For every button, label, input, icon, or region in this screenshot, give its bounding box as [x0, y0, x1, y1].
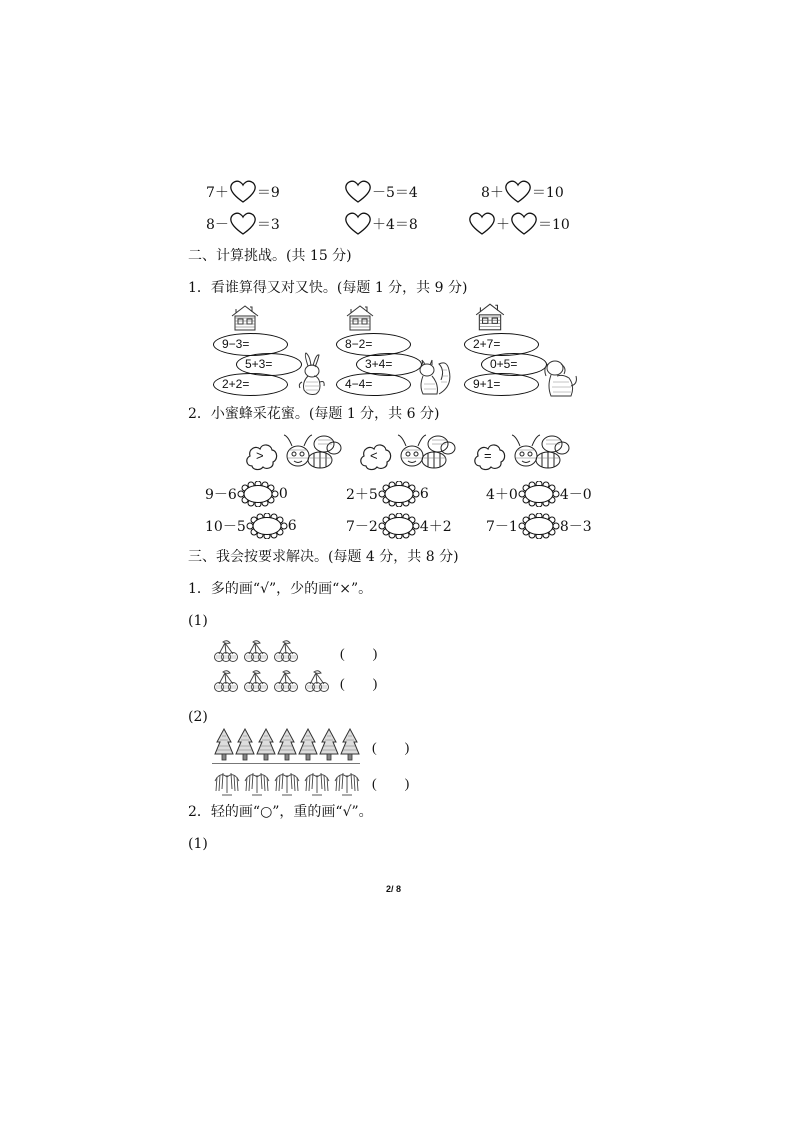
question-2-1: 1．看谁算得又对又快。(每题 1 分，共 9 分) [188, 280, 468, 296]
section-2-title: 二、计算挑战。(共 15 分) [188, 248, 352, 264]
cherry-icon [243, 670, 269, 692]
comparison-right: 6 [287, 518, 297, 534]
heart-blank-icon[interactable] [344, 180, 372, 204]
equation-operator: ＋ [496, 217, 510, 233]
heart-blank-icon[interactable] [229, 180, 257, 204]
heart-blank-icon[interactable] [504, 180, 532, 204]
calc-ellipse[interactable]: 3+4= [356, 353, 422, 376]
cherry-icon [213, 640, 239, 662]
comparison [486, 513, 592, 539]
willow-row [212, 767, 362, 797]
cherry-icon [304, 670, 330, 692]
equation-prefix: 7＋ [206, 185, 229, 201]
comparison [205, 481, 288, 507]
equation-suffix: －5＝4 [372, 185, 418, 201]
house-icon [345, 304, 375, 332]
answer-paren[interactable]: ( ) [340, 677, 378, 692]
heart-equation [468, 212, 570, 236]
answer-paren[interactable]: ( ) [340, 647, 378, 662]
comparison [346, 513, 452, 539]
comparison-left: 10－5 [205, 519, 246, 535]
cherry-icon [273, 670, 299, 692]
equation-suffix: ＝10 [531, 185, 564, 201]
calc-ellipse[interactable]: 0+5= [481, 353, 547, 376]
willow-tree-icon [212, 767, 242, 797]
tree-icon [277, 728, 297, 762]
comparison-left: 4＋0 [486, 487, 518, 503]
comparison-right: 4＋2 [419, 519, 452, 535]
heart-blank-icon[interactable] [468, 212, 496, 236]
willow-tree-icon [332, 767, 362, 797]
tree-icon [256, 728, 276, 762]
comparison-left: 7－2 [346, 519, 378, 535]
tree-icon [214, 728, 234, 762]
calc-ellipse[interactable]: 9+1= [464, 373, 539, 396]
tree-icon [340, 728, 360, 762]
heart-equation [344, 212, 418, 236]
bee-sign-group [472, 430, 572, 478]
flower-blank-icon[interactable] [246, 513, 288, 539]
question-2-2: 2．小蜜蜂采花蜜。(每题 1 分，共 6 分) [188, 406, 440, 422]
tree-icon [319, 728, 339, 762]
comparison [346, 481, 429, 507]
calc-ellipse[interactable]: 9−3= [213, 333, 288, 356]
cherry-icon [243, 640, 269, 662]
answer-paren[interactable]: ( ) [372, 741, 410, 756]
divider [212, 763, 360, 764]
equation-suffix: ＋4＝8 [372, 217, 418, 233]
sub-label: (1) [188, 613, 208, 629]
equation-suffix: ＝3 [256, 217, 280, 233]
house-icon [230, 304, 260, 332]
question-3-2: 2．轻的画“○”，重的画“√”。 [188, 804, 373, 820]
flower-blank-icon[interactable] [378, 513, 420, 539]
sub-label: (2) [188, 709, 208, 725]
equation-suffix: ＝9 [256, 185, 280, 201]
bee-icon [274, 430, 344, 474]
sub-label: (1) [188, 836, 208, 852]
equation-suffix: ＝10 [538, 217, 570, 233]
sign-label: > [256, 448, 264, 463]
sign-label: < [370, 448, 378, 463]
comparison-right: 8－3 [559, 519, 592, 535]
equation-prefix: 8＋ [481, 185, 504, 201]
calc-ellipse[interactable]: 2+2= [213, 373, 288, 396]
house-icon [474, 302, 506, 332]
equation-prefix: 8－ [206, 217, 229, 233]
tree-row [214, 728, 364, 764]
heart-blank-icon[interactable] [510, 212, 538, 236]
question-3-1: 1．多的画“√”，少的画“×”。 [188, 581, 373, 597]
willow-tree-icon [242, 767, 272, 797]
calc-ellipse[interactable]: 2+7= [464, 333, 539, 356]
bee-icon [502, 430, 572, 474]
willow-tree-icon [272, 767, 302, 797]
dog-icon [541, 356, 579, 398]
flower-blank-icon[interactable] [518, 513, 560, 539]
comparison-right: 0 [278, 486, 288, 502]
rabbit-icon [294, 352, 328, 398]
heart-equation [206, 212, 280, 236]
sign-label: = [484, 448, 492, 463]
tree-icon [235, 728, 255, 762]
heart-equation [344, 180, 418, 204]
calc-ellipse[interactable]: 5+3= [236, 353, 302, 376]
heart-blank-icon[interactable] [229, 212, 257, 236]
cherry-icon [273, 640, 299, 662]
calc-ellipse[interactable]: 4−4= [336, 373, 411, 396]
heart-equation [206, 180, 280, 204]
heart-blank-icon[interactable] [344, 212, 372, 236]
squirrel-icon [415, 356, 453, 398]
flower-blank-icon[interactable] [518, 481, 560, 507]
heart-equation [481, 180, 564, 204]
willow-tree-icon [302, 767, 332, 797]
section-3-title: 三、我会按要求解决。(每题 4 分，共 8 分) [188, 549, 459, 565]
comparison [205, 513, 297, 539]
bee-sign-group [244, 430, 344, 478]
answer-paren[interactable]: ( ) [372, 777, 410, 792]
page-number: 2/ 8 [386, 884, 402, 894]
comparison-right: 4－0 [559, 487, 592, 503]
flower-blank-icon[interactable] [378, 481, 420, 507]
tree-icon [298, 728, 318, 762]
calc-ellipse[interactable]: 8−2= [336, 333, 411, 356]
comparison-left: 9－6 [205, 487, 237, 503]
bee-icon [388, 430, 458, 474]
cherry-icon [213, 670, 239, 692]
comparison-left: 2＋5 [346, 487, 378, 503]
comparison-right: 6 [419, 486, 429, 502]
comparison-left: 7－1 [486, 519, 518, 535]
bee-sign-group [358, 430, 458, 478]
comparison [486, 481, 592, 507]
flower-blank-icon[interactable] [237, 481, 279, 507]
